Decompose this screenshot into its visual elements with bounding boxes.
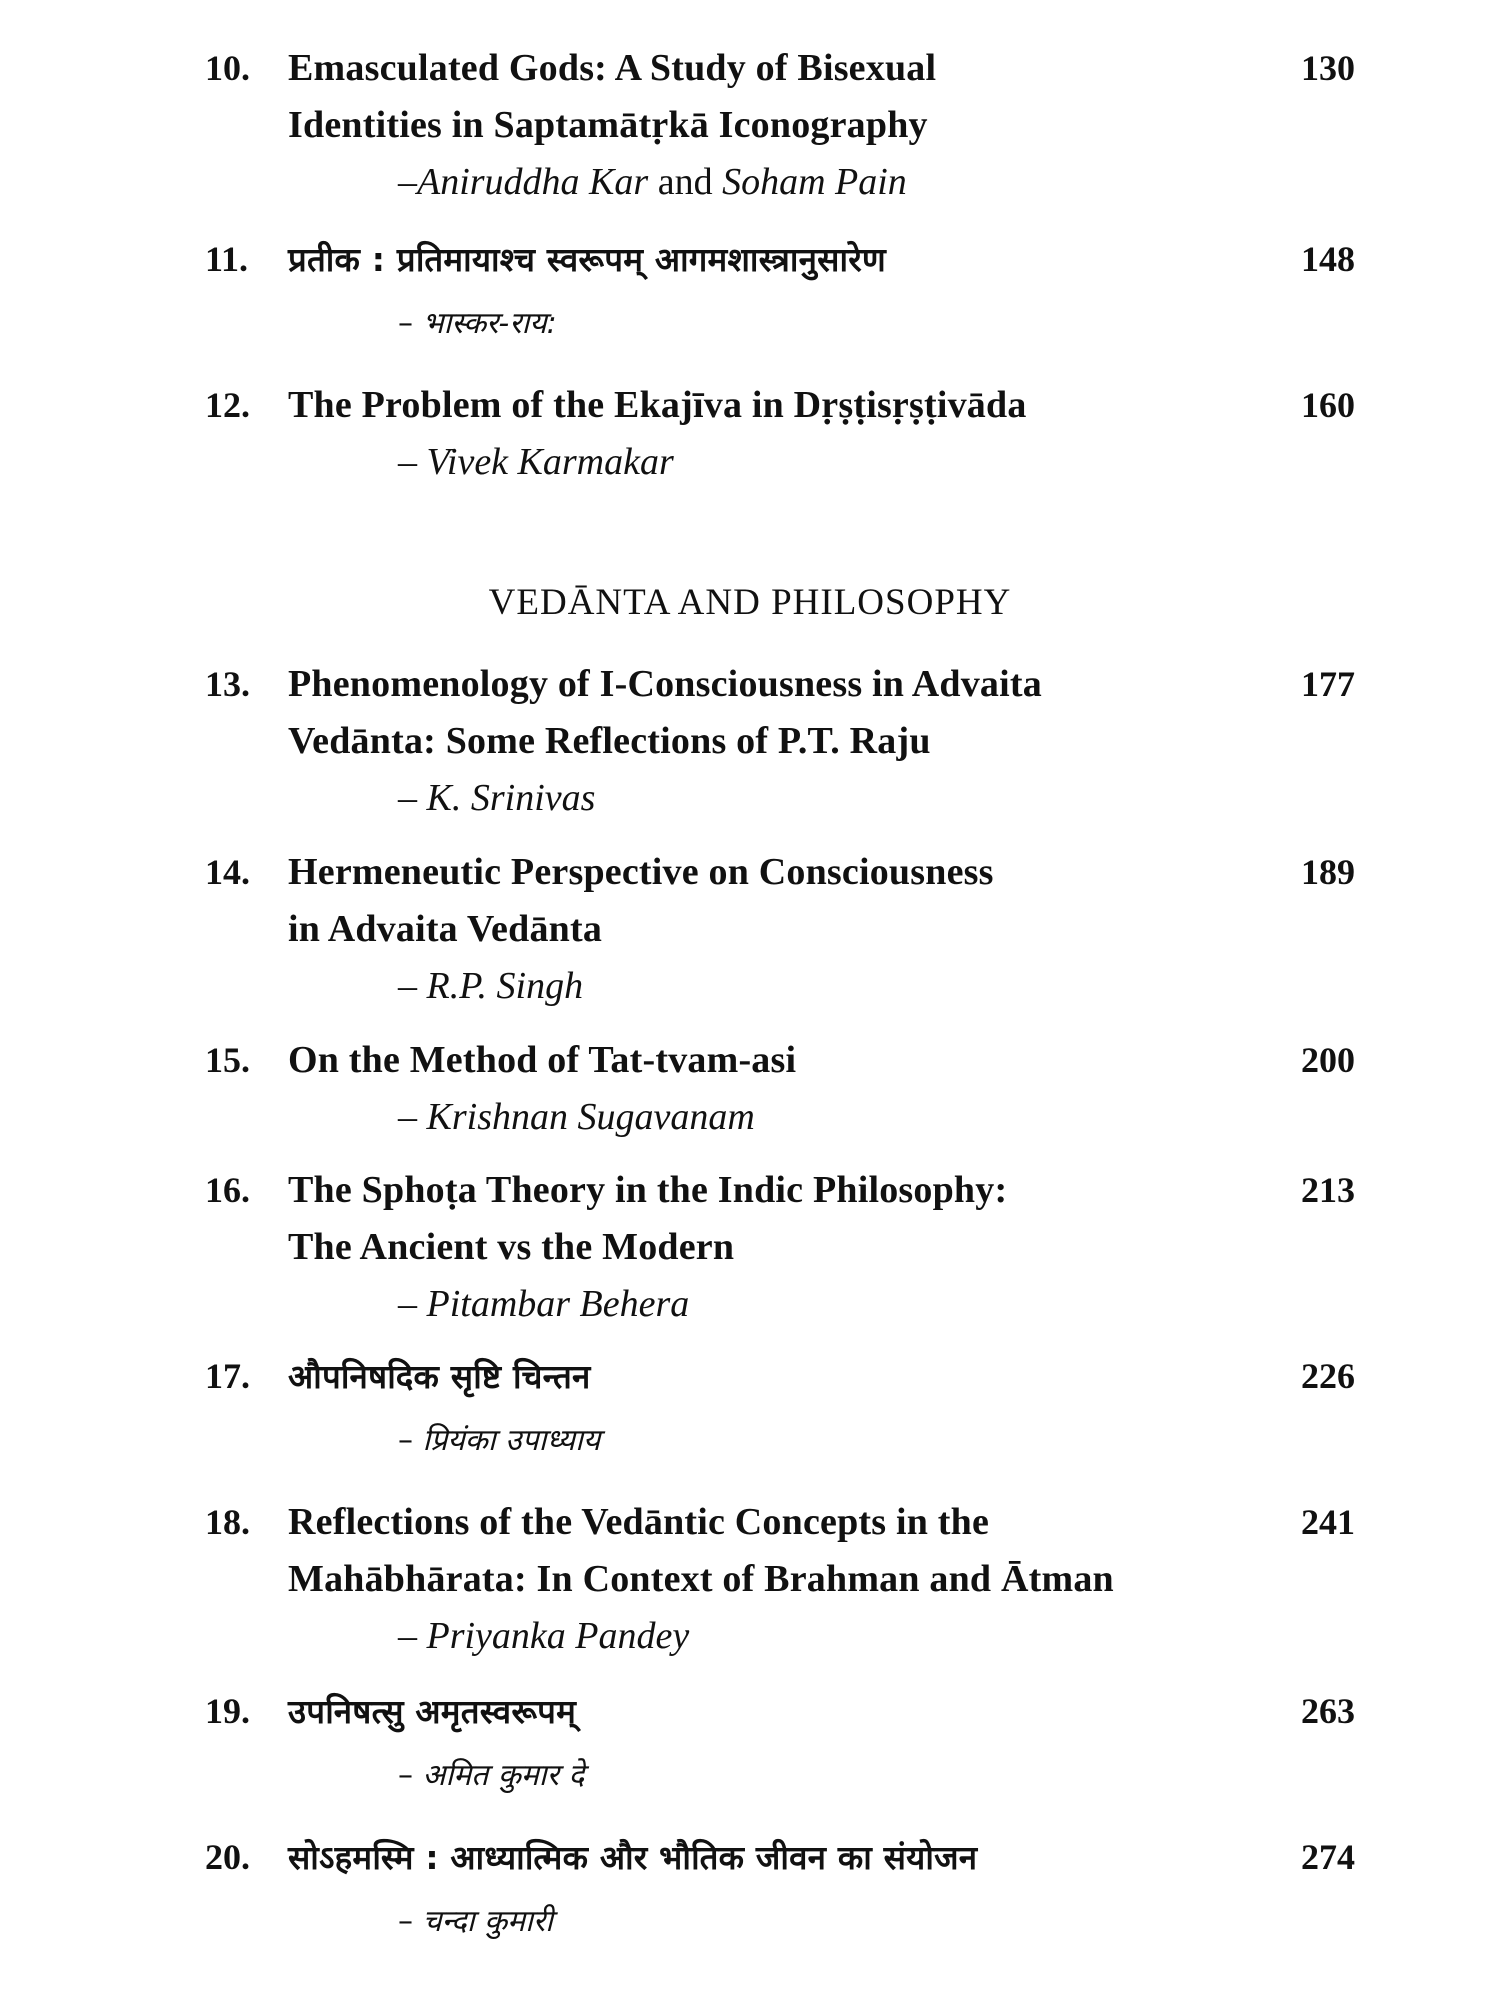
- entry-number: 12.: [205, 385, 250, 425]
- author-join: and: [657, 161, 713, 203]
- entry-author: [398, 154, 1268, 210]
- entry-number: 15.: [205, 1040, 250, 1080]
- author-primary: भास्कर-राय:: [422, 306, 557, 341]
- entry-title-line: On the Method of Tat-tvam-asi: [288, 1039, 797, 1081]
- entry-number: 10.: [205, 48, 250, 88]
- entry-page-number: 241: [1301, 1502, 1355, 1542]
- entry-author: [398, 296, 1268, 352]
- author-primary: K. Srinivas: [426, 777, 596, 819]
- author-primary: प्रियंका उपाध्याय: [422, 1423, 601, 1458]
- entry-title-line: The Ancient vs the Modern: [288, 1226, 735, 1268]
- entry-author: [398, 1089, 1268, 1145]
- entry-page-number: 274: [1301, 1837, 1355, 1877]
- author-primary: Pitambar Behera: [426, 1283, 690, 1325]
- entry-author: [398, 1608, 1268, 1664]
- entry-author: [398, 434, 1268, 490]
- entry-body: [288, 1032, 1268, 1145]
- entry-body: [288, 1494, 1268, 1664]
- author-primary: चन्दा कुमारी: [422, 1904, 553, 1939]
- entry-page-number: 148: [1301, 239, 1355, 279]
- entry-page-number: 160: [1301, 385, 1355, 425]
- entry-title-line: Hermeneutic Perspective on Consciousness: [288, 851, 994, 893]
- author-primary: R.P. Singh: [426, 965, 584, 1007]
- author-secondary: Soham Pain: [722, 161, 907, 203]
- entry-page-number: 189: [1301, 852, 1355, 892]
- entry-page-number: 200: [1301, 1040, 1355, 1080]
- entry-number: 16.: [205, 1170, 250, 1210]
- entry-page-number: 130: [1301, 48, 1355, 88]
- entry-title-line: Vedānta: Some Reflections of P.T. Raju: [288, 720, 931, 762]
- entry-title-line: The Sphoṭa Theory in the Indic Philosophy:: [288, 1169, 1008, 1211]
- entry-title-line: The Problem of the Ekajīva in Dṛṣṭisṛṣṭivāda: [288, 384, 1027, 426]
- entry-author: [398, 958, 1268, 1014]
- author-primary: Aniruddha Kar: [417, 161, 649, 203]
- author-dash: –: [398, 1423, 413, 1458]
- author-dash: –: [398, 161, 417, 203]
- author-primary: अमित कुमार दे: [422, 1758, 585, 1793]
- author-dash: –: [398, 1096, 417, 1138]
- entry-author: [398, 1276, 1268, 1332]
- entry-body: [288, 1162, 1268, 1332]
- author-dash: –: [398, 1758, 413, 1793]
- author-primary: Vivek Karmakar: [426, 441, 674, 483]
- entry-number: 20.: [205, 1837, 250, 1877]
- entry-page-number: 226: [1301, 1356, 1355, 1396]
- entry-author: [398, 1748, 1268, 1804]
- entry-body: [288, 1829, 1268, 1950]
- entry-author: [398, 770, 1268, 826]
- entry-page-number: 177: [1301, 664, 1355, 704]
- author-primary: Priyanka Pandey: [426, 1615, 690, 1657]
- author-dash: –: [398, 1283, 417, 1325]
- author-primary: Krishnan Sugavanam: [426, 1096, 755, 1138]
- section-heading: VEDĀNTA AND PHILOSOPHY: [488, 582, 1012, 623]
- entry-title-line: Phenomenology of I-Consciousness in Advaita: [288, 663, 1042, 705]
- entry-number: 17.: [205, 1356, 250, 1396]
- entry-body: [288, 377, 1268, 490]
- author-dash: –: [398, 777, 417, 819]
- entry-body: [288, 1348, 1268, 1469]
- entry-body: [288, 1683, 1268, 1804]
- entry-body: [288, 231, 1268, 352]
- entry-title-line: उपनिषत्सु अमृतस्वरूपम्: [288, 1692, 577, 1731]
- entry-page-number: 213: [1301, 1170, 1355, 1210]
- entry-body: [288, 40, 1268, 210]
- entry-body: [288, 656, 1268, 826]
- entry-title-line: औपनिषदिक सृष्टि चिन्तन: [288, 1357, 591, 1396]
- author-dash: –: [398, 1904, 413, 1939]
- entry-number: 13.: [205, 664, 250, 704]
- entry-title-line: Emasculated Gods: A Study of Bisexual: [288, 47, 937, 89]
- entry-number: 11.: [205, 239, 249, 279]
- entry-number: 14.: [205, 852, 250, 892]
- entry-body: [288, 844, 1268, 1014]
- entry-number: 18.: [205, 1502, 250, 1542]
- entry-title-line: Reflections of the Vedāntic Concepts in the: [288, 1501, 990, 1543]
- entry-page-number: 263: [1301, 1691, 1355, 1731]
- entry-author: [398, 1894, 1268, 1950]
- entry-title-line: प्रतीक : प्रतिमायाश्च स्वरूपम् आगमशास्त्रानुसारेण: [288, 240, 886, 279]
- author-dash: –: [398, 1615, 417, 1657]
- entry-title-line: in Advaita Vedānta: [288, 908, 603, 950]
- entry-title-line: Mahābhārata: In Context of Brahman and Ātman: [288, 1558, 1114, 1600]
- entry-author: [398, 1413, 1268, 1469]
- entry-number: 19.: [205, 1691, 250, 1731]
- author-dash: –: [398, 965, 417, 1007]
- author-dash: –: [398, 441, 417, 483]
- entry-title-line: Identities in Saptamātṛkā Iconography: [288, 104, 928, 146]
- author-dash: –: [398, 306, 413, 341]
- entry-title-line: सोऽहमस्मि : आध्यात्मिक और भौतिक जीवन का संयोजन: [288, 1838, 978, 1877]
